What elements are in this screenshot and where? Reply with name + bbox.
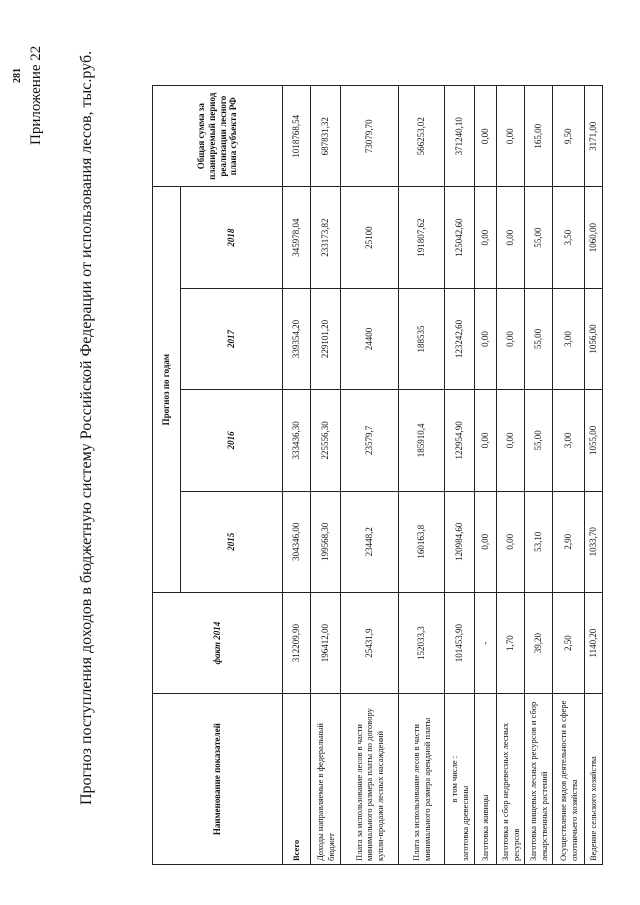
row-label [445, 694, 475, 865]
row-label: Плата за использование лесов в части минимального размера арендной платы [399, 694, 445, 865]
header-year-2018: 2018 [181, 187, 283, 288]
cell-value: 312209,90 [283, 592, 311, 693]
table-row [311, 86, 341, 865]
cell-value: 1060,00 [585, 187, 603, 288]
cell-value: 24400 [341, 288, 399, 389]
cell-value: 152033,3 [399, 592, 445, 693]
cell-value: 0,00 [475, 187, 497, 288]
header-total: Общая сумма за планируемый период реализации лесного плана субъекта РФ [153, 86, 283, 187]
cell-value: 120984,60 [445, 491, 475, 592]
cell-value: 125042,60 [445, 187, 475, 288]
row-label: Ведение сельского хозяйства [585, 694, 603, 865]
cell-value: 345978,04 [283, 187, 311, 288]
row-label: Заготовка пищевых лесных ресурсов и сбор лекарственных растений [525, 694, 553, 865]
table-row [553, 86, 585, 865]
cell-value: 25431,9 [341, 592, 399, 693]
row-label: Всего [283, 694, 311, 865]
cell-value: 0,00 [497, 86, 525, 187]
row-label: Заготовка и сбор недревесных лесных ресурсов [497, 694, 525, 865]
cell-value: 55,00 [525, 288, 553, 389]
cell-value: 123242,60 [445, 288, 475, 389]
cell-value: 229101,20 [311, 288, 341, 389]
cell-value: 0,00 [497, 187, 525, 288]
table-row [525, 86, 553, 865]
cell-value: 101453,90 [445, 592, 475, 693]
cell-value: 73079,70 [341, 86, 399, 187]
cell-value: 3171,00 [585, 86, 603, 187]
cell-value: 122954,90 [445, 390, 475, 491]
cell-value: 225556,30 [311, 390, 341, 491]
cell-value: 304346,00 [283, 491, 311, 592]
cell-value: 3,00 [553, 288, 585, 389]
cell-value: 339354,20 [283, 288, 311, 389]
table-row [585, 86, 603, 865]
cell-value: 0,00 [497, 491, 525, 592]
header-year-2015: 2015 [181, 491, 283, 592]
cell-value: 165,00 [525, 86, 553, 187]
header-year-2017: 2017 [181, 288, 283, 389]
cell-value: 23579,7 [341, 390, 399, 491]
table-row [475, 86, 497, 865]
cell-value: 566253,02 [399, 86, 445, 187]
cell-value: 1056,00 [585, 288, 603, 389]
cell-value: 23448,2 [341, 491, 399, 592]
cell-value: 3,50 [553, 187, 585, 288]
row-label-text: заготовка древесины [459, 785, 470, 861]
cell-value: 1055,00 [585, 390, 603, 491]
row-label-prefix: в том числе : [449, 755, 460, 803]
cell-value: 55,00 [525, 390, 553, 491]
cell-value: 160163,8 [399, 491, 445, 592]
cell-value: 55,00 [525, 187, 553, 288]
document-title: Прогноз поступления доходов в бюджетную систему Российской Федерации от использования лесов, тыс.руб. [78, 50, 95, 805]
page-number: 281 [12, 68, 23, 83]
cell-value: 0,00 [475, 288, 497, 389]
cell-value: 0,00 [475, 491, 497, 592]
cell-value: 9,50 [553, 86, 585, 187]
cell-value: 196412,00 [311, 592, 341, 693]
row-label: Плата за использование лесов в части минимального размера платы по договору купли-продажи лесных насаждений [341, 694, 399, 865]
cell-value: 39,20 [525, 592, 553, 693]
cell-value: - [475, 592, 497, 693]
header-year-2016: 2016 [181, 390, 283, 491]
cell-value: 0,00 [475, 390, 497, 491]
forecast-table [152, 85, 603, 865]
cell-value: 371240,10 [445, 86, 475, 187]
cell-value: 687831,32 [311, 86, 341, 187]
row-label: Заготовка живицы [475, 694, 497, 865]
cell-value: 0,00 [497, 288, 525, 389]
header-row [153, 86, 181, 865]
cell-value: 333436,30 [283, 390, 311, 491]
cell-value: 188535 [399, 288, 445, 389]
table-row [497, 86, 525, 865]
cell-value: 199568,30 [311, 491, 341, 592]
cell-value: 0,00 [497, 390, 525, 491]
cell-value: 0,00 [475, 86, 497, 187]
appendix-label: Приложение 22 [28, 45, 44, 145]
table-row [341, 86, 399, 865]
cell-value: 25100 [341, 187, 399, 288]
cell-value: 1,70 [497, 592, 525, 693]
row-label: Доходы направляемые в федеральный бюджет [311, 694, 341, 865]
cell-value: 2,50 [553, 592, 585, 693]
header-forecast-group: Прогноз по годам [153, 187, 181, 593]
cell-value: 233173,82 [311, 187, 341, 288]
table-row [283, 86, 311, 865]
header-name: Наименование показателей [153, 694, 283, 865]
cell-value: 53,10 [525, 491, 553, 592]
cell-value: 191807,62 [399, 187, 445, 288]
cell-value: 1033,70 [585, 491, 603, 592]
cell-value: 1140,20 [585, 592, 603, 693]
cell-value: 3,00 [553, 390, 585, 491]
cell-value: 185910,4 [399, 390, 445, 491]
cell-value: 1018768,54 [283, 86, 311, 187]
table-row [445, 86, 475, 865]
header-fact-2014: факт 2014 [153, 592, 283, 693]
cell-value: 2,90 [553, 491, 585, 592]
table-row [399, 86, 445, 865]
row-label: Осуществление видов деятельности в сфере охотничьего хозяйства [553, 694, 585, 865]
